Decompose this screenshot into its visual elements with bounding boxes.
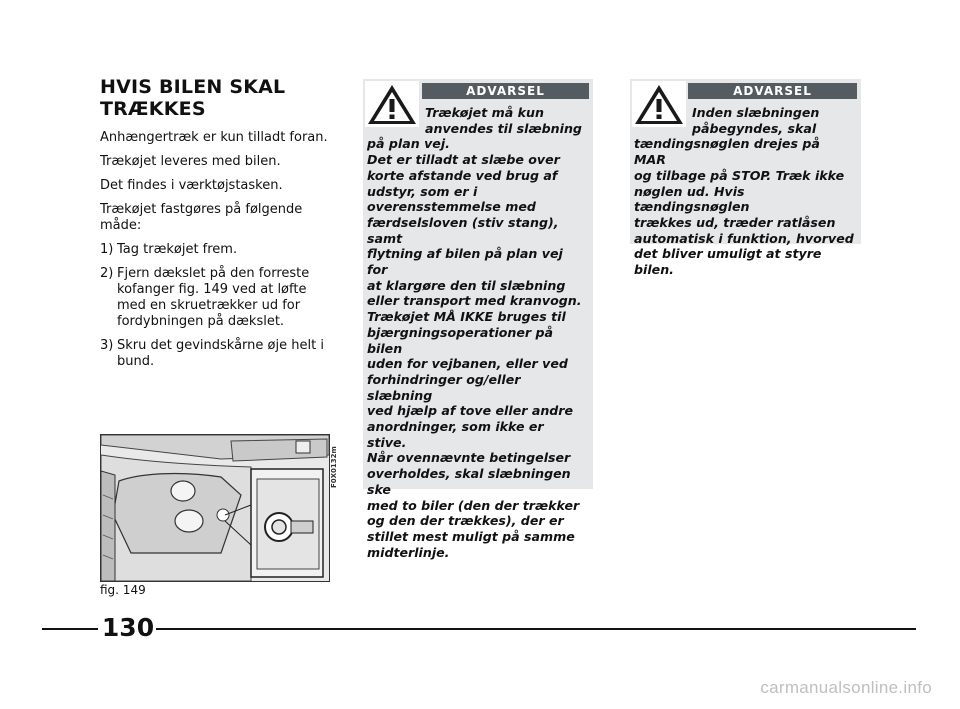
warning-label: ADVARSEL: [688, 83, 857, 99]
warning-line: anvendes til slæbning: [425, 120, 582, 136]
footer-rule-left: [42, 628, 98, 630]
warning-line: anordninger, som ikke er stive.: [367, 419, 544, 450]
warning-line: flytning af bilen på plan vej for: [367, 246, 563, 278]
warning-line: stillet mest muligt på samme: [367, 528, 575, 544]
warning-line: med to biler (den der trækker: [367, 497, 580, 513]
step-item: [100, 338, 330, 370]
warning-line: ved hjælp af tove eller andre: [367, 403, 574, 419]
step-number: 3): [100, 338, 114, 353]
warning-triangle-icon: [365, 81, 419, 127]
warning-label: ADVARSEL: [422, 83, 589, 99]
warning-line: på plan vej.: [367, 136, 450, 152]
warning-box: [630, 79, 861, 278]
bumper-tow-eye-drawing: [101, 435, 329, 581]
warning-line: Det er tilladt at slæbe over: [367, 152, 560, 168]
warning-line: Trækøjet må kun: [425, 105, 544, 120]
heading-line: HVIS BILEN SKAL: [100, 76, 286, 98]
footer-rule-right: [156, 628, 916, 630]
step-text: Fjern dækslet på den forreste kofanger fig. 149 ved at løfte med en skruetrækker ud for fordybningen på dækslet.: [117, 266, 310, 329]
warning-line: overholdes, skal slæbningen ske: [367, 466, 571, 497]
section-body: [100, 76, 330, 378]
warning-line: det bliver umuligt at styre bilen.: [634, 246, 822, 278]
warning-box: [363, 79, 593, 560]
warning-line: forhindringer og/eller slæbning: [367, 371, 521, 403]
warning-line: påbegyndes, skal: [692, 120, 817, 136]
warning-line: midterlinje.: [367, 544, 450, 560]
step-number: 2): [100, 266, 114, 281]
paragraph: Anhængertræk er kun tilladt foran.: [100, 130, 328, 145]
section-heading: [100, 76, 330, 120]
warning-line: nøglen ud. Hvis tændingsnøglen: [634, 183, 750, 215]
step-text: Tag trækøjet frem.: [117, 242, 238, 257]
warning-line: eller transport med kranvogn.: [367, 293, 582, 309]
warning-line: og den der trækkes), der er: [367, 513, 564, 529]
warning-line: Når ovennævnte betingelser: [367, 450, 571, 466]
watermark: carmanualsonline.info: [760, 678, 932, 697]
warning-line: trækkes ud, træder ratlåsen: [634, 214, 836, 230]
warning-line: overensstemmelse med: [367, 199, 536, 215]
warning-line: uden for vejbanen, eller ved: [367, 356, 568, 372]
warning-line: bjærgningsoperationer på bilen: [367, 324, 554, 356]
warning-line: Trækøjet MÅ IKKE bruges til: [367, 309, 566, 325]
figure-149-illustration: [100, 434, 330, 582]
warning-text: [363, 79, 593, 566]
warning-line: færdselsloven (stiv stang), samt: [367, 214, 559, 246]
figure-code: F0X0132m: [330, 446, 338, 488]
paragraph: Trækøjet fastgøres på følgende måde:: [100, 202, 303, 233]
step-number: 1): [100, 242, 114, 257]
warning-line: korte afstande ved brug af: [367, 167, 558, 183]
warning-line: Inden slæbningen: [692, 105, 820, 120]
step-item: [100, 266, 330, 330]
paragraph: Det findes i værktøjstasken.: [100, 178, 283, 193]
warning-line: tændingsnøglen drejes på MAR: [634, 136, 820, 168]
warning-line: udstyr, som er i: [367, 183, 478, 199]
warning-triangle-icon: [632, 81, 686, 127]
page-number: 130: [101, 613, 155, 642]
warning-line: og tilbage på STOP. Træk ikke: [634, 167, 845, 183]
heading-line: TRÆKKES: [100, 98, 206, 120]
paragraph: Trækøjet leveres med bilen.: [100, 154, 281, 169]
figure-caption: fig. 149: [100, 583, 146, 597]
warning-line: automatisk i funktion, hvorved: [634, 230, 854, 246]
step-text: Skru det gevindskårne øje helt i bund.: [117, 338, 324, 369]
warning-line: at klargøre den til slæbning: [367, 277, 566, 293]
step-item: [100, 242, 330, 258]
